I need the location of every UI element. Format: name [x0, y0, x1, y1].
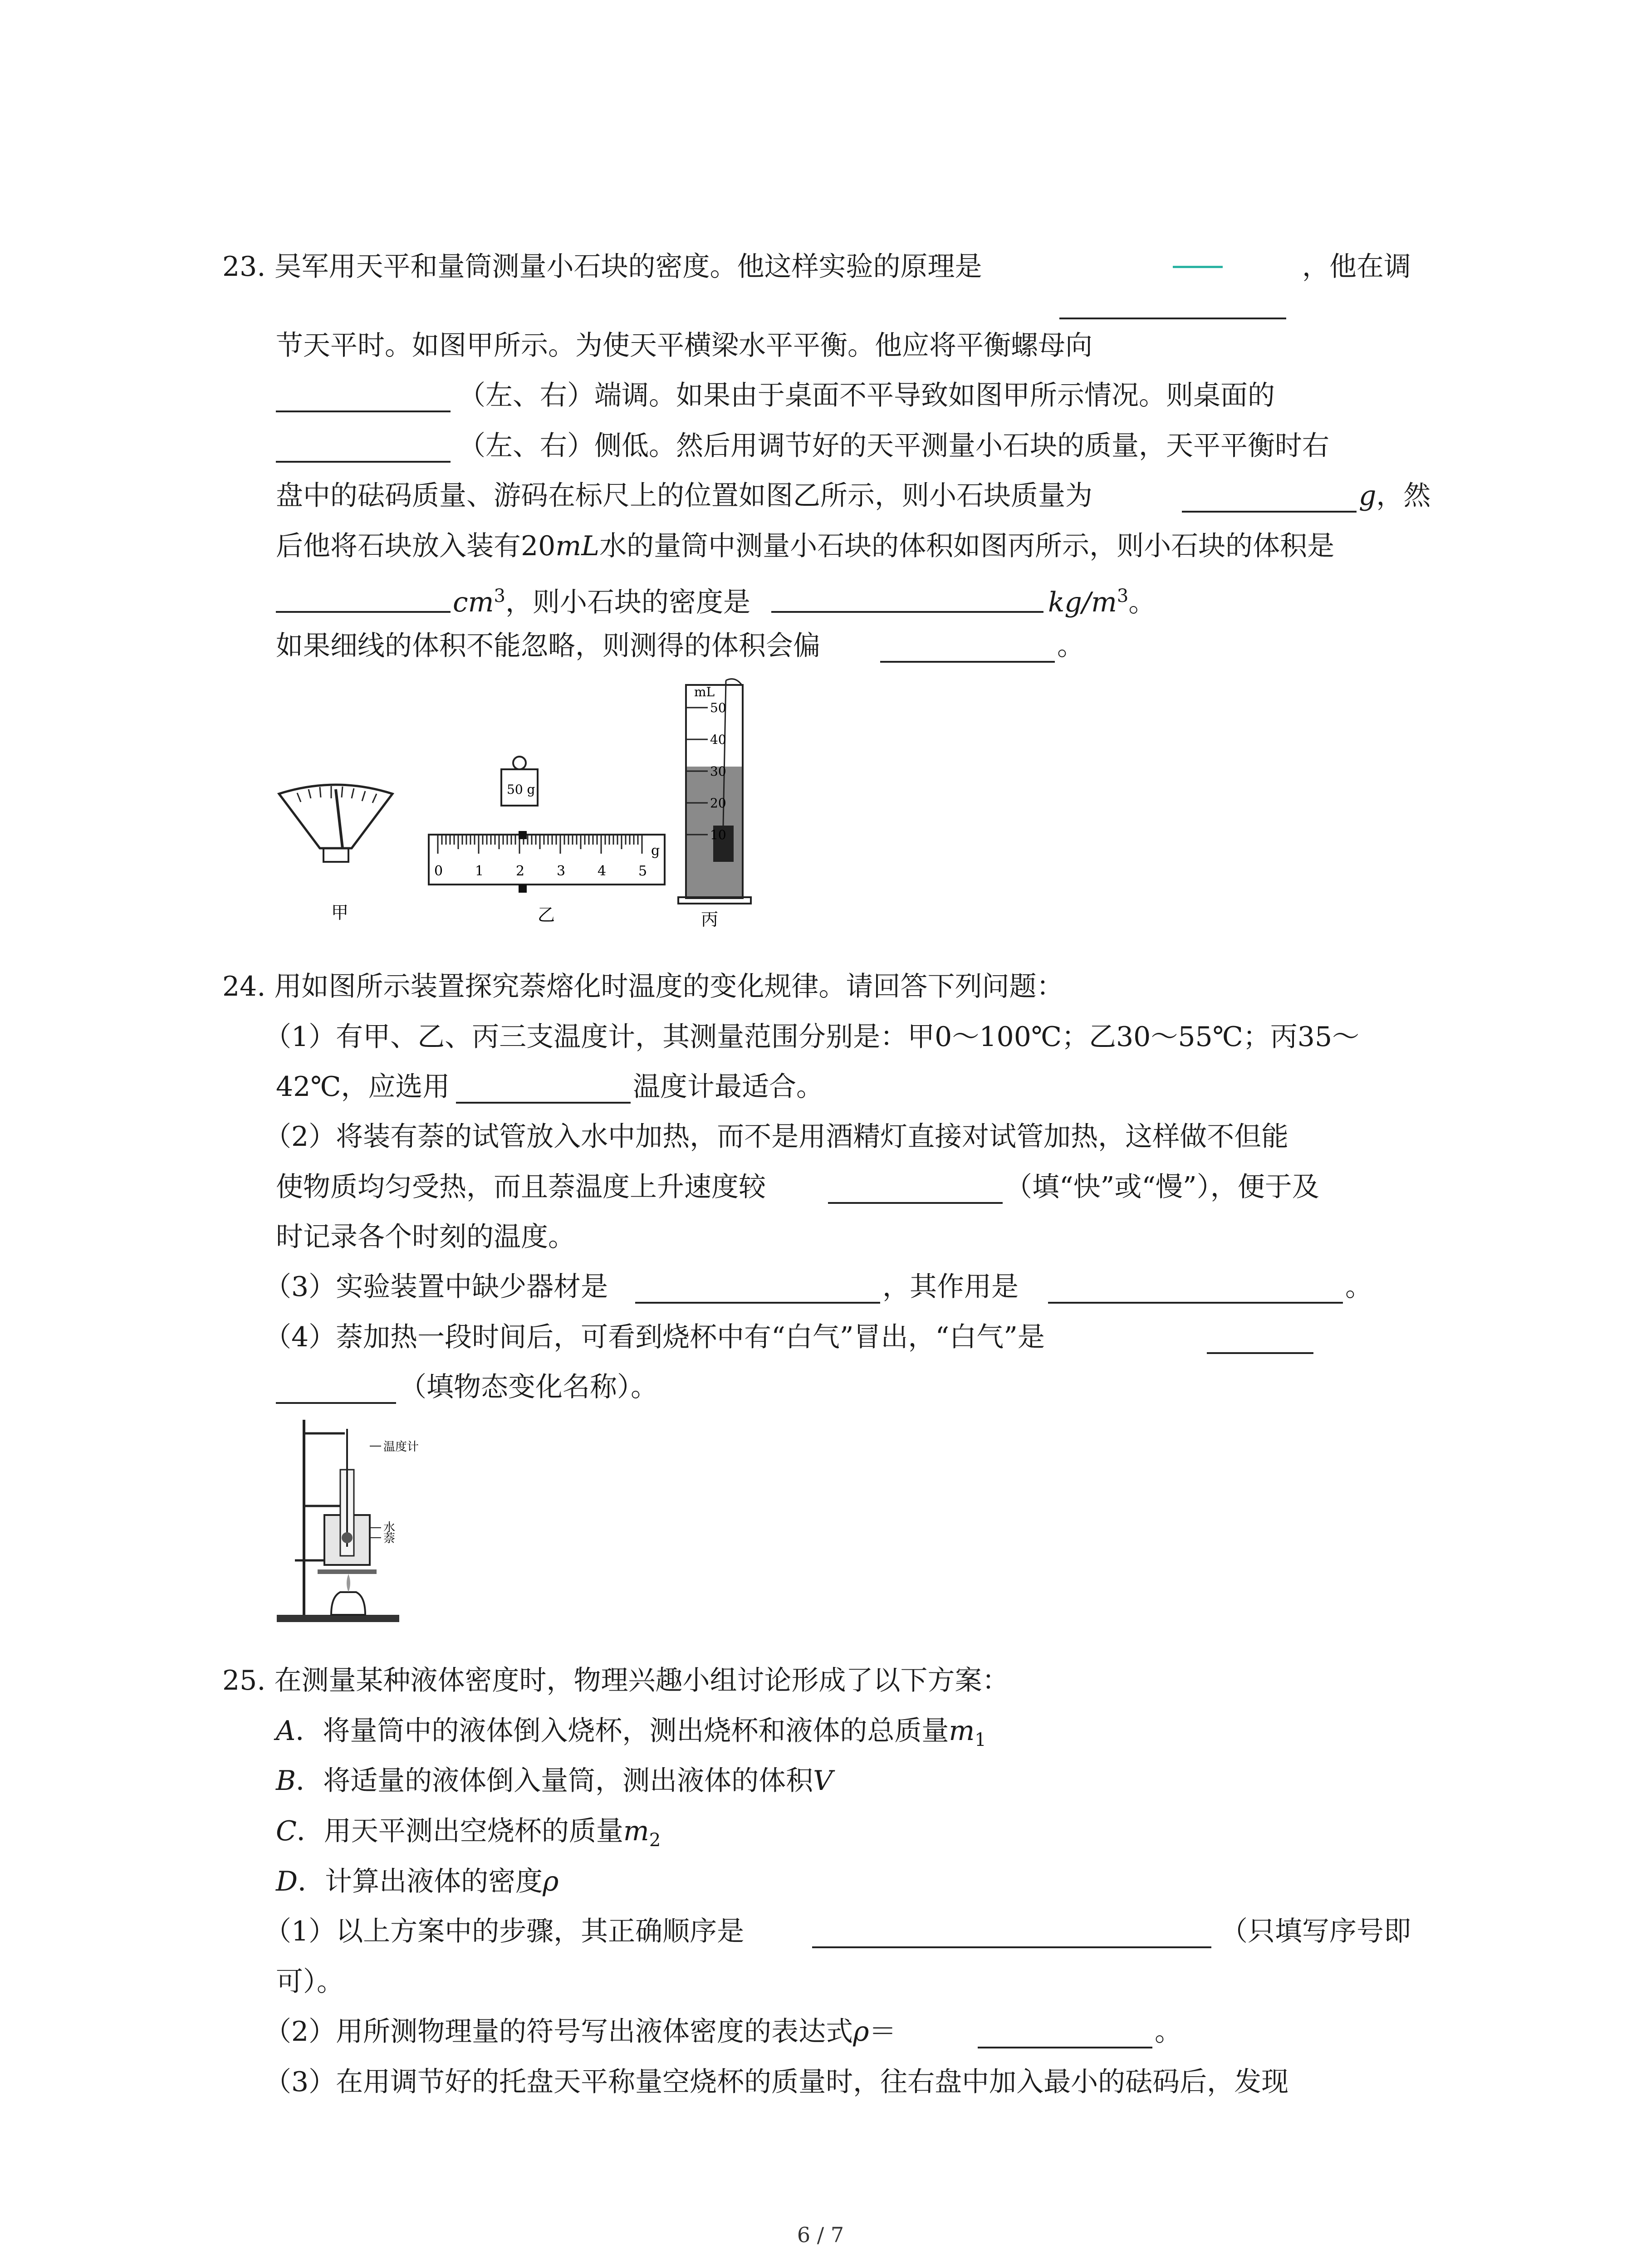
q23-text: 23. 吴军用天平和量筒测量小石块的密度。他这样实验的原理是 — [222, 251, 982, 283]
q23-blank-principle[interactable] — [1059, 318, 1286, 319]
cylinder-label: 50 — [710, 700, 726, 715]
q24-text: 时记录各个时刻的温度。 — [276, 1221, 575, 1253]
cylinder-label: 30 — [710, 764, 726, 779]
q25-part-1-end — [1220, 1913, 1411, 1950]
ruler-label: 1 — [475, 863, 484, 879]
q24-line-7-mid — [882, 1269, 1019, 1305]
q23-number: 20 — [521, 530, 556, 562]
q24-text: （3）实验装置中缺少器材是 — [264, 1271, 608, 1303]
q23-line-5 — [276, 478, 1092, 514]
ruler-labels — [434, 843, 660, 879]
superscript: 3 — [1117, 586, 1129, 606]
q23-line-2 — [276, 327, 1092, 364]
q24-text: 使物质均匀受热，而且萘温度上升速度较 — [276, 1171, 766, 1203]
q24-blank-state-change-cont[interactable] — [276, 1402, 396, 1404]
cylinder-label: 20 — [710, 796, 726, 811]
figure-label-bing: 丙 — [701, 909, 719, 929]
q25-option-b — [276, 1763, 833, 1799]
q23-text: （左、右）侧低。然后用调节好的天平测量小石块的质量，天平平衡时右 — [458, 430, 1329, 462]
q25-text: ．将量筒中的液体倒入烧杯，测出烧杯和液体的总质量 — [295, 1715, 949, 1747]
q25-text: ．用天平测出空烧杯的质量 — [296, 1815, 623, 1847]
subscript: 1 — [975, 1730, 986, 1750]
figure-label-yi: 乙 — [538, 905, 555, 925]
q23-line-3 — [458, 377, 1275, 414]
rider-bottom-marker — [519, 885, 527, 893]
symbol-m: m — [949, 1715, 975, 1747]
ruler-label: g — [651, 843, 660, 859]
q24-text: （4）萘加热一段时间后，可看到烧杯中有“白气”冒出，“白气”是 — [264, 1321, 1045, 1353]
q25-part-3 — [264, 2064, 1288, 2100]
q25-part-2-end — [1155, 2014, 1182, 2050]
answer-dash-decor — [1173, 266, 1223, 268]
q24-text: 24. 用如图所示装置探究萘熔化时温度的变化规律。请回答下列问题： — [222, 971, 1064, 1002]
q23-blank-side[interactable] — [276, 461, 451, 463]
q25-line-1 — [222, 1662, 1009, 1699]
symbol-rho: ρ — [543, 1866, 559, 1897]
option-letter: C — [276, 1815, 297, 1847]
subscript: 2 — [649, 1830, 661, 1851]
q24-line-7 — [264, 1269, 608, 1305]
q23-text: （左、右）端调。如果由于桌面不平导致如图甲所示情况。则桌面的 — [458, 380, 1275, 411]
q23-line-8 — [276, 628, 820, 664]
q24-line-4 — [264, 1119, 1288, 1155]
q23-text: 。 — [1128, 587, 1156, 618]
q25-blank-order[interactable] — [812, 1946, 1211, 1948]
label-thermometer: 温度计 — [383, 1440, 419, 1454]
q24-blank-speed[interactable] — [828, 1202, 1003, 1204]
q24-text: 。 — [1345, 1271, 1372, 1303]
ruler-label: 0 — [434, 863, 443, 879]
q24-text: （填“快”或“慢”），便于及 — [1005, 1171, 1319, 1203]
q24-line-9 — [399, 1369, 658, 1405]
q23-line-4 — [458, 428, 1329, 464]
q24-line-5 — [276, 1169, 766, 1205]
unit-g: g — [1359, 480, 1376, 512]
unit-kg-m3: kg/m — [1048, 587, 1117, 618]
q25-part-1-cont — [276, 1964, 344, 2000]
figure-label-jia: 甲 — [331, 903, 349, 921]
q23-text: 后他将石块放入装有 — [276, 530, 521, 562]
q23-text: 盘中的砝码质量、游码在标尺上的位置如图乙所示，则小石块质量为 — [276, 480, 1092, 512]
q23-line-6 — [276, 528, 1334, 564]
q23-text: ，他在调 — [1302, 251, 1411, 283]
cylinder-unit: mL — [694, 684, 715, 699]
q23-line-1 — [222, 249, 982, 285]
q25-part-2 — [264, 2014, 896, 2050]
q25-blank-expression[interactable] — [978, 2047, 1152, 2048]
q25-text: ＝ — [869, 2016, 896, 2048]
measuring-cylinder-figure — [676, 676, 771, 930]
q24-line-8 — [264, 1319, 1045, 1355]
q23-line-5-end — [1359, 478, 1430, 514]
q24-text: ，其作用是 — [882, 1271, 1019, 1303]
symbol-rho: ρ — [853, 2016, 869, 2048]
q25-option-d — [276, 1863, 558, 1900]
symbol-v: V — [813, 1765, 833, 1797]
q24-blank-function[interactable] — [1048, 1302, 1343, 1304]
ruler-ticks — [438, 836, 642, 854]
q23-line-8-end — [1057, 628, 1084, 664]
q24-line-3-end — [633, 1069, 823, 1105]
ruler-label: 2 — [516, 863, 525, 879]
q23-blank-error[interactable] — [880, 661, 1055, 663]
q25-text: ．将适量的液体倒入量筒，测出液体的体积 — [296, 1765, 813, 1797]
q25-text: ．计算出液体的密度 — [298, 1866, 543, 1897]
rider-top-marker — [519, 831, 527, 839]
q24-blank-equipment[interactable] — [635, 1302, 880, 1304]
q23-line-7-end — [1048, 578, 1156, 621]
q24-line-5-end — [1005, 1169, 1319, 1205]
q24-line-1 — [222, 968, 1064, 1005]
ruler-label: 4 — [598, 863, 607, 879]
unit-ml: mL — [555, 530, 600, 562]
ruler-weight-figure — [424, 753, 669, 925]
q25-text: （1）以上方案中的步骤，其正确顺序是 — [264, 1916, 745, 1947]
q25-text: 可）。 — [276, 1966, 344, 1998]
q25-option-c — [276, 1813, 661, 1858]
q23-text: 如果细线的体积不能忽略，则测得的体积会偏 — [276, 630, 820, 662]
q25-text: 。 — [1155, 2016, 1182, 2048]
ruler-label: 3 — [557, 863, 566, 879]
q23-line-1-end — [1302, 249, 1411, 285]
q25-text: （2）用所测物理量的符号写出液体密度的表达式 — [264, 2016, 853, 2048]
balance-dial-figure — [270, 780, 402, 921]
option-letter: B — [276, 1765, 296, 1797]
q23-text: 水的量筒中测量小石块的体积如图丙所示，则小石块的体积是 — [599, 530, 1335, 562]
option-letter: A — [276, 1715, 296, 1747]
q23-text: 节天平时。如图甲所示。为使天平横梁水平平衡。他应将平衡螺母向 — [276, 330, 1092, 362]
weight-label: 50 g — [507, 782, 535, 797]
q24-blank-state-change[interactable] — [1207, 1352, 1313, 1354]
q23-text: ，则小石块的密度是 — [505, 587, 750, 618]
q25-option-a — [276, 1713, 986, 1758]
q24-text: 温度计最适合。 — [633, 1071, 823, 1103]
option-letter: D — [276, 1866, 298, 1897]
q23-blank-mass[interactable] — [1182, 511, 1357, 513]
page-number: 6 / 7 — [797, 2223, 844, 2247]
q23-blank-density[interactable] — [771, 611, 1043, 613]
q23-text: 。 — [1057, 630, 1084, 662]
q25-part-1 — [264, 1913, 744, 1950]
superscript: 3 — [494, 586, 505, 606]
q23-blank-volume[interactable] — [276, 611, 451, 613]
q25-text: （3）在用调节好的托盘天平称量空烧杯的质量时，往右盘中加入最小的砝码后，发现 — [264, 2066, 1289, 2098]
q24-text: 42℃，应选用 — [276, 1071, 450, 1103]
cylinder-label: 40 — [710, 732, 726, 747]
q24-text: （1）有甲、乙、丙三支温度计，其测量范围分别是：甲0～100℃；乙30～55℃；丙35～ — [264, 1021, 1360, 1053]
q23-blank-direction[interactable] — [276, 411, 451, 412]
q24-text: （2）将装有萘的试管放入水中加热，而不是用酒精灯直接对试管加热，这样做不但能 — [264, 1121, 1289, 1153]
q23-line-7 — [453, 578, 750, 621]
label-water: 水 — [383, 1521, 396, 1535]
label-naphthalene: 萘 — [383, 1532, 396, 1545]
symbol-m: m — [623, 1815, 649, 1847]
melting-apparatus-figure — [272, 1415, 463, 1624]
q24-line-2 — [264, 1019, 1359, 1055]
q24-line-3 — [276, 1069, 450, 1105]
ruler-label: 5 — [638, 863, 647, 879]
q25-text: 25. 在测量某种液体密度时，物理兴趣小组讨论形成了以下方案： — [222, 1665, 1009, 1696]
q24-blank-thermometer[interactable] — [456, 1102, 631, 1104]
q23-text: ，然 — [1376, 480, 1431, 512]
unit-cm: cm — [453, 587, 494, 618]
cylinder-label: 10 — [710, 827, 726, 842]
q24-text: （填物态变化名称）。 — [399, 1371, 658, 1403]
q24-line-6 — [276, 1219, 575, 1255]
q25-text: （只填写序号即 — [1220, 1916, 1411, 1947]
q24-line-7-end — [1345, 1269, 1372, 1305]
